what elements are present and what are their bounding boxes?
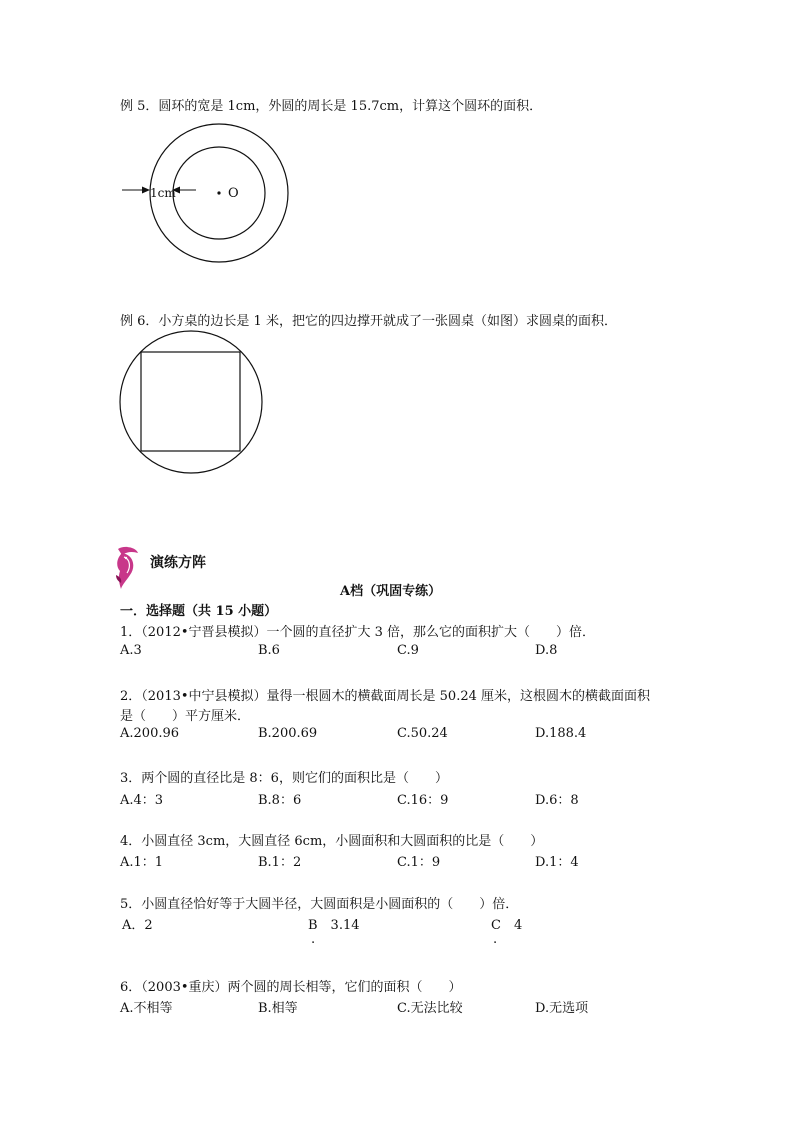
question-5-option-b: B 3.14: [308, 918, 360, 933]
section-subtitle: A档（巩固专练）: [340, 584, 442, 599]
question-4-option-d: D.1：4: [535, 855, 579, 870]
question-3-option-a: A.4：3: [120, 793, 164, 808]
dolphin-mascot-icon: [112, 545, 142, 591]
question-2-option-a: A.200.96: [120, 726, 180, 741]
question-2-option-b: B.200.69: [258, 726, 318, 741]
question-3-option-b: B.8：6: [258, 793, 302, 808]
question-4-text: 4．小圆直径 3cm，大圆直径 6cm，小圆面积和大圆面积的比是（ ）: [120, 834, 544, 849]
question-2-text-line-1: 2．（2013•中宁县模拟）量得一根圆木的横截面周长是 50.24 厘米，这根圆木的横截面面积: [120, 689, 651, 704]
question-4-option-a: A.1：1: [120, 855, 164, 870]
question-2-text-line-2: 是（ ）平方厘米．: [120, 709, 251, 724]
part-heading: 一．选择题（共 15 小题）: [120, 604, 278, 619]
question-3-option-d: D.6：8: [535, 793, 579, 808]
example-5-text: 例 5．圆环的宽是 1cm，外圆的周长是 15.7cm，计算这个圆环的面积．: [120, 99, 543, 114]
question-5-dot-b: .: [311, 932, 316, 947]
table-diagram: [0, 0, 794, 500]
question-1-option-a: A.3: [120, 643, 142, 658]
question-6-option-c: C.无法比较: [397, 1001, 463, 1016]
section-title: 演练方阵: [150, 555, 206, 571]
question-6-option-d: D.无选项: [535, 1001, 589, 1016]
ring-center-label: O: [228, 186, 239, 201]
question-6-text: 6．（2003•重庆）两个圆的周长相等，它们的面积（ ）: [120, 980, 462, 995]
example-6-text: 例 6．小方桌的边长是 1 米，把它的四边撑开就成了一张圆桌（如图）求圆桌的面积．: [120, 314, 617, 329]
question-1-option-d: D.8: [535, 643, 558, 658]
question-5-dot-c: .: [493, 932, 498, 947]
question-5-option-a: A．2: [122, 918, 153, 933]
question-1-option-c: C.9: [397, 643, 419, 658]
question-3-text: 3．两个圆的直径比是 8：6，则它们的面积比是（ ）: [120, 771, 448, 786]
question-2-option-d: D.188.4: [535, 726, 587, 741]
question-1-option-b: B.6: [258, 643, 280, 658]
question-5-option-c: C 4: [491, 918, 523, 933]
question-2-option-c: C.50.24: [397, 726, 448, 741]
question-4-option-b: B.1：2: [258, 855, 302, 870]
question-4-option-c: C.1：9: [397, 855, 441, 870]
question-6-option-b: B.相等: [258, 1001, 298, 1016]
square-table: [141, 352, 240, 451]
question-5-text: 5．小圆直径恰好等于大圆半径，大圆面积是小圆面积的（ ）倍．: [120, 897, 519, 912]
question-6-option-a: A.不相等: [120, 1001, 173, 1016]
question-3-option-c: C.16：9: [397, 793, 449, 808]
ring-width-label: 1cm: [150, 186, 176, 200]
question-1-text: 1．（2012•宁晋县模拟）一个圆的直径扩大 3 倍，那么它的面积扩大（ ）倍．: [120, 625, 596, 640]
